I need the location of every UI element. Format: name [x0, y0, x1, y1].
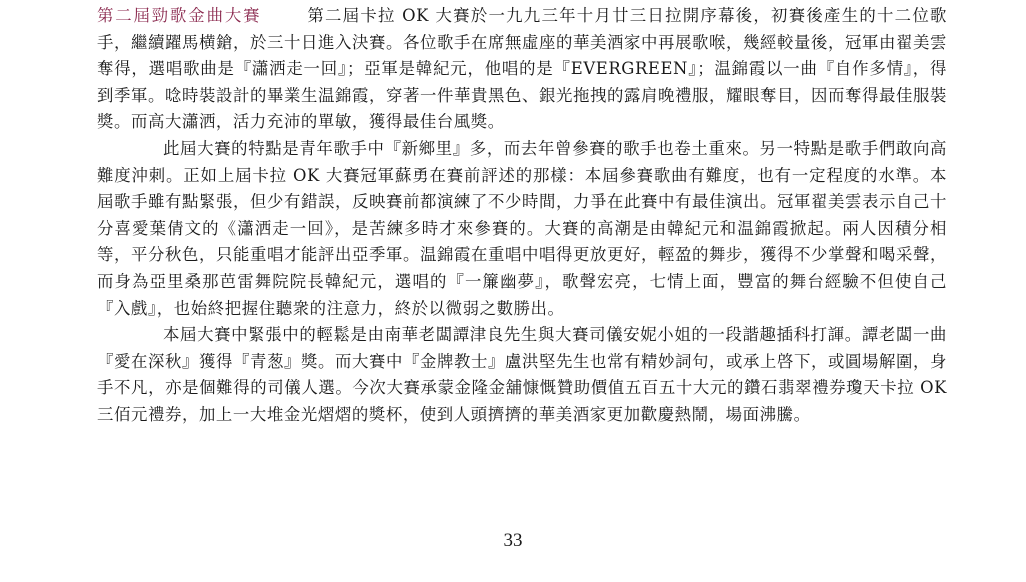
document-page — [97, 3, 947, 429]
paragraph-1-text: 第二屆卡拉 OK 大賽於一九九三年十月廿三日拉開序幕後，初賽後產生的十二位歌手，繼續躍馬横鎗，於三十日進入決賽。各位歌手在席無虛座的華美酒家中再展歌喉，幾經較量後，冠軍由翟美雲奪得，選唱歌曲是『瀟洒走一回』；亞軍是韓紀元，他唱的是『EVERGREEN』；温錦霞以一曲『自作多情』，得到季軍。唸時裝設計的畢業生温錦霞，穿著一件華貴黑色、銀光拖拽的露肩晚禮服，耀眼奪目，因而奪得最佳服裝獎。而高大瀟洒，活力充沛的單敏，獲得最佳台風獎。 — [97, 6, 947, 132]
paragraph-2: 此屆大賽的特點是青年歌手中『新鄉里』多，而去年曾參賽的歌手也卷土重來。另一特點是歌手們敢向高難度沖刺。正如上屆卡拉 OK 大賽冠軍蘇勇在賽前評述的那樣：本屆參賽歌曲有難度，也有一定程度的水準。本屆歌手雖有點緊張，但少有錯誤，反映賽前都演練了不少時間，力爭在此賽中有最佳演出。冠軍翟美雲表示自己十分喜愛葉倩文的《瀟洒走一回》，是苦練多時才來參賽的。大賽的高潮是由韓紀元和温錦霞掀起。兩人因積分相等，平分秋色，只能重唱才能評出亞季軍。温錦霞在重唱中唱得更放更好，輕盈的舞步，獲得不少掌聲和喝采聲，而身為亞里桑那芭雷舞院院長韓紀元，選唱的『一簾幽夢』，歌聲宏亮，七情上面，豐富的舞台經驗不但使自己『入戲』，也始終把握住聽衆的注意力，終於以微弱之數勝出。 — [97, 138, 947, 318]
paragraph-1 — [97, 3, 947, 136]
page-number: 33 — [503, 530, 523, 551]
paragraph-3: 本屆大賽中緊張中的輕鬆是由南華老闆譚津良先生與大賽司儀安妮小姐的一段諧趣插科打諢。譚老闆一曲『愛在深秋』獲得『青葱』獎。而大賽中『金牌教士』盧洪堅先生也常有精妙詞句，或承上啓下，或圓場解圍，身手不凡，亦是個難得的司儀人選。今次大賽承蒙金隆金舖慷慨贊助價值五百五十大元的鑽石翡翠禮券瓊天卡拉 OK 三佰元禮券，加上一大堆金光熠熠的獎杯，使到人頭擠擠的華美酒家更加歡慶熱鬧，場面沸騰。 — [97, 325, 947, 424]
section-title: 第二屆勁歌金曲大賽 — [97, 6, 262, 25]
